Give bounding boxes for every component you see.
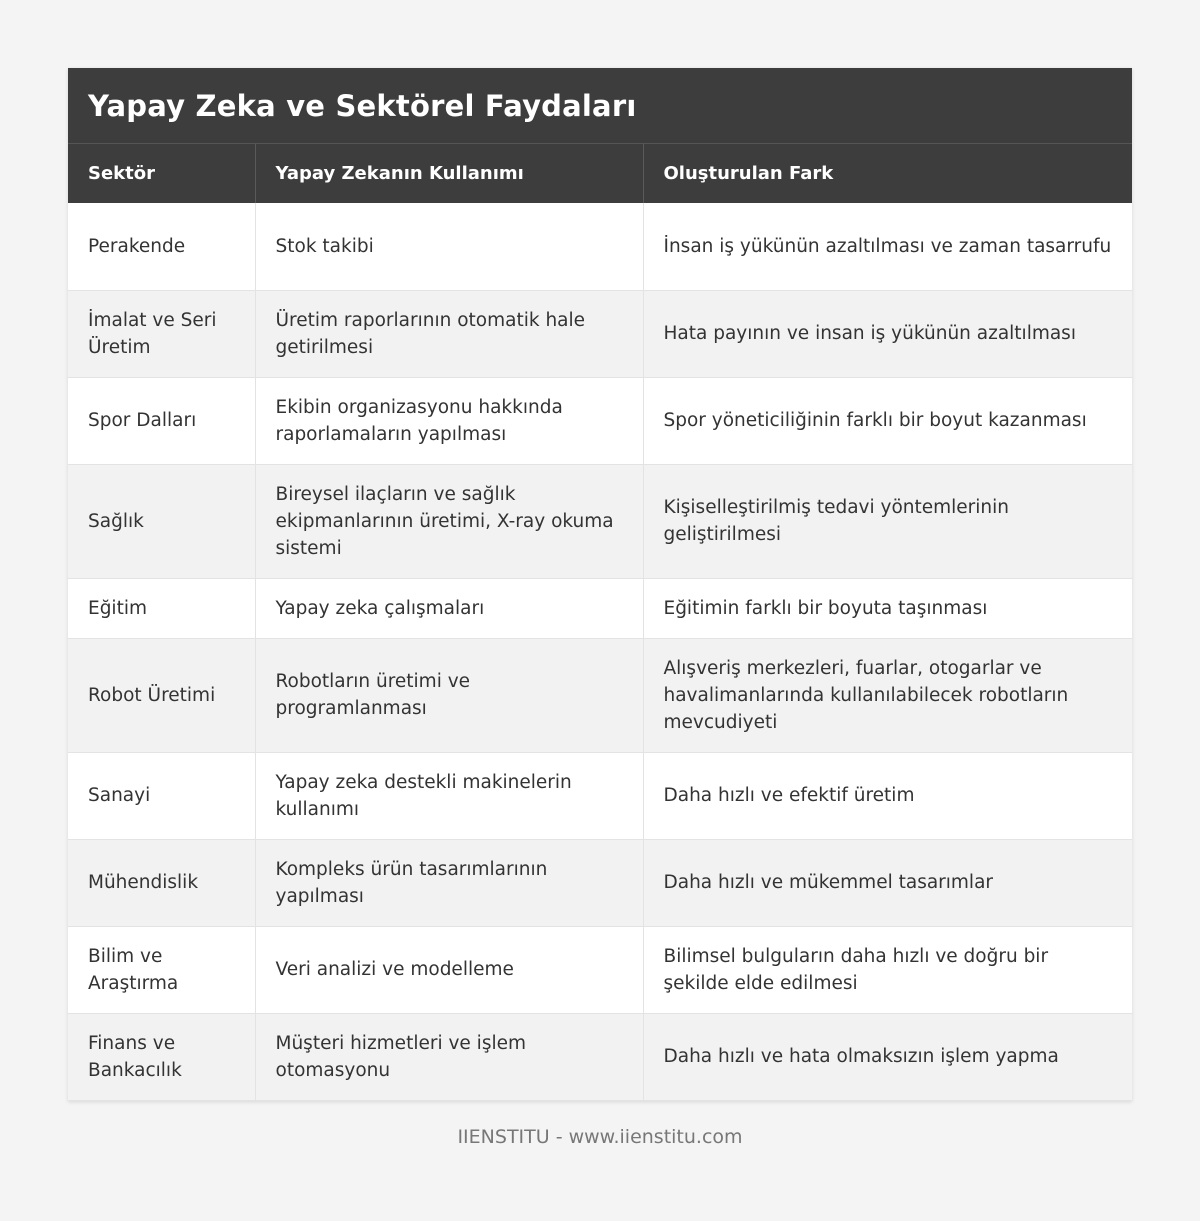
- table-title: Yapay Zeka ve Sektörel Faydaları: [68, 68, 1132, 144]
- cell-difference: Bilimsel bulguların daha hızlı ve doğru bir şekilde elde edilmesi: [643, 926, 1132, 1013]
- cell-sector: Eğitim: [68, 578, 255, 638]
- table-row: [68, 926, 1132, 1013]
- table-row: [68, 578, 1132, 638]
- cell-sector: İmalat ve Seri Üretim: [68, 290, 255, 377]
- column-header-sector: Sektör: [68, 144, 255, 203]
- table-row: [68, 839, 1132, 926]
- cell-difference: Daha hızlı ve hata olmaksızın işlem yapma: [643, 1013, 1132, 1100]
- cell-difference: Alışveriş merkezleri, fuarlar, otogarlar ve havalimanlarında kullanılabilecek robotların mevcudiyeti: [643, 638, 1132, 752]
- cell-sector: Sanayi: [68, 752, 255, 839]
- cell-usage: Müşteri hizmetleri ve işlem otomasyonu: [255, 1013, 643, 1100]
- table-row: [68, 1013, 1132, 1100]
- table-body: [68, 203, 1132, 1100]
- cell-difference: Eğitimin farklı bir boyuta taşınması: [643, 578, 1132, 638]
- footer-credit: IIENSTITU - www.iienstitu.com: [457, 1126, 743, 1148]
- column-header-usage: Yapay Zekanın Kullanımı: [255, 144, 643, 203]
- cell-difference: Daha hızlı ve mükemmel tasarımlar: [643, 839, 1132, 926]
- cell-usage: Bireysel ilaçların ve sağlık ekipmanlarının üretimi, X-ray okuma sistemi: [255, 464, 643, 578]
- table-row: [68, 203, 1132, 290]
- header-row: [68, 144, 1132, 203]
- cell-difference: Daha hızlı ve efektif üretim: [643, 752, 1132, 839]
- cell-usage: Veri analizi ve modelleme: [255, 926, 643, 1013]
- table-card: [68, 68, 1132, 1101]
- cell-difference: Kişiselleştirilmiş tedavi yöntemlerinin geliştirilmesi: [643, 464, 1132, 578]
- table-row: [68, 290, 1132, 377]
- cell-usage: Robotların üretimi ve programlanması: [255, 638, 643, 752]
- column-header-difference: Oluşturulan Fark: [643, 144, 1132, 203]
- cell-usage: Kompleks ürün tasarımlarının yapılması: [255, 839, 643, 926]
- cell-usage: Stok takibi: [255, 203, 643, 290]
- cell-sector: Mühendislik: [68, 839, 255, 926]
- cell-usage: Yapay zeka destekli makinelerin kullanımı: [255, 752, 643, 839]
- cell-difference: Hata payının ve insan iş yükünün azaltılması: [643, 290, 1132, 377]
- table-row: [68, 377, 1132, 464]
- cell-sector: Finans ve Bankacılık: [68, 1013, 255, 1100]
- cell-usage: Üretim raporlarının otomatik hale getirilmesi: [255, 290, 643, 377]
- cell-sector: Bilim ve Araştırma: [68, 926, 255, 1013]
- table-row: [68, 752, 1132, 839]
- data-table: [68, 144, 1132, 1101]
- cell-sector: Robot Üretimi: [68, 638, 255, 752]
- cell-sector: Sağlık: [68, 464, 255, 578]
- cell-difference: Spor yöneticiliğinin farklı bir boyut kazanması: [643, 377, 1132, 464]
- table-row: [68, 638, 1132, 752]
- cell-usage: Ekibin organizasyonu hakkında raporlamaların yapılması: [255, 377, 643, 464]
- cell-sector: Spor Dalları: [68, 377, 255, 464]
- table-row: [68, 464, 1132, 578]
- cell-sector: Perakende: [68, 203, 255, 290]
- cell-usage: Yapay zeka çalışmaları: [255, 578, 643, 638]
- cell-difference: İnsan iş yükünün azaltılması ve zaman tasarrufu: [643, 203, 1132, 290]
